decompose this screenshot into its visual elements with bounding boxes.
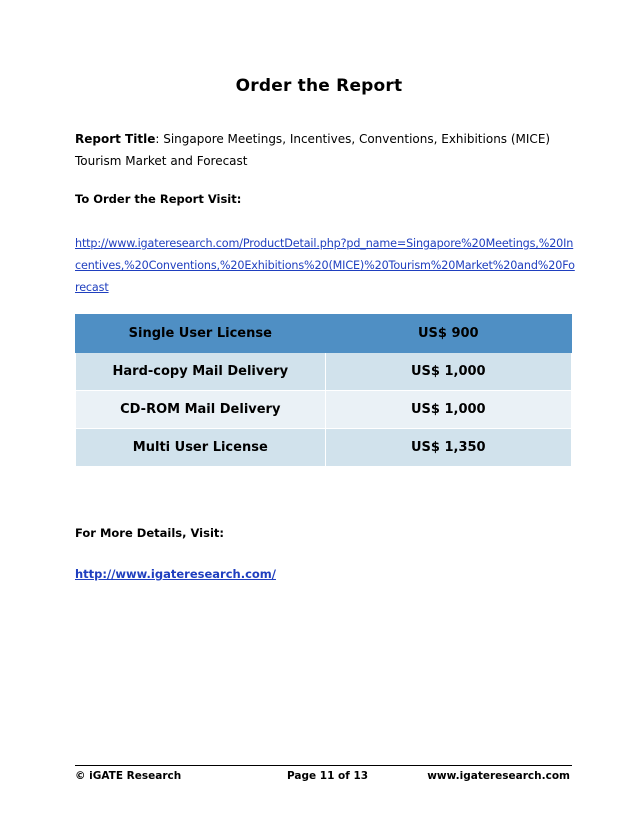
pricing-row-cdrom <box>76 391 572 429</box>
pricing-row-multi-user <box>76 429 572 467</box>
pricing-table <box>75 314 572 467</box>
report-title <box>75 128 575 172</box>
footer-divider <box>75 765 572 766</box>
license-type: Single User License <box>76 315 326 353</box>
license-price: US$ 900 <box>325 315 571 353</box>
page-title: Order the Report <box>235 76 403 96</box>
pricing-row-single-user <box>76 315 572 353</box>
license-type: CD-ROM Mail Delivery <box>76 391 326 429</box>
more-details-link[interactable]: http://www.igateresearch.com/ <box>75 567 276 581</box>
order-report-link[interactable]: http://www.igateresearch.com/ProductDetail.php?pd_name=Singapore%20Meetings,%20Incentives,%20Conventions,%20Exhibitions%20(MICE)%20Tourism%20Market%20and%20Forecast <box>75 237 575 294</box>
order-report-label: To Order the Report Visit: <box>75 192 242 206</box>
license-type: Multi User License <box>76 429 326 467</box>
report-title-label: Report Title <box>75 132 156 146</box>
more-details-label: For More Details, Visit: <box>75 526 225 540</box>
license-price: US$ 1,000 <box>325 353 571 391</box>
pricing-row-hardcopy <box>76 353 572 391</box>
report-title-text: : Singapore Meetings, Incentives, Conventions, Exhibitions (MICE) Tourism Market and Forecast <box>75 132 551 168</box>
license-type: Hard-copy Mail Delivery <box>76 353 326 391</box>
license-price: US$ 1,000 <box>325 391 571 429</box>
license-price: US$ 1,350 <box>325 429 571 467</box>
footer-website: www.igateresearch.com <box>427 770 570 782</box>
footer-copyright: © iGATE Research <box>75 770 182 782</box>
footer-page-number: Page 11 of 13 <box>287 770 369 782</box>
